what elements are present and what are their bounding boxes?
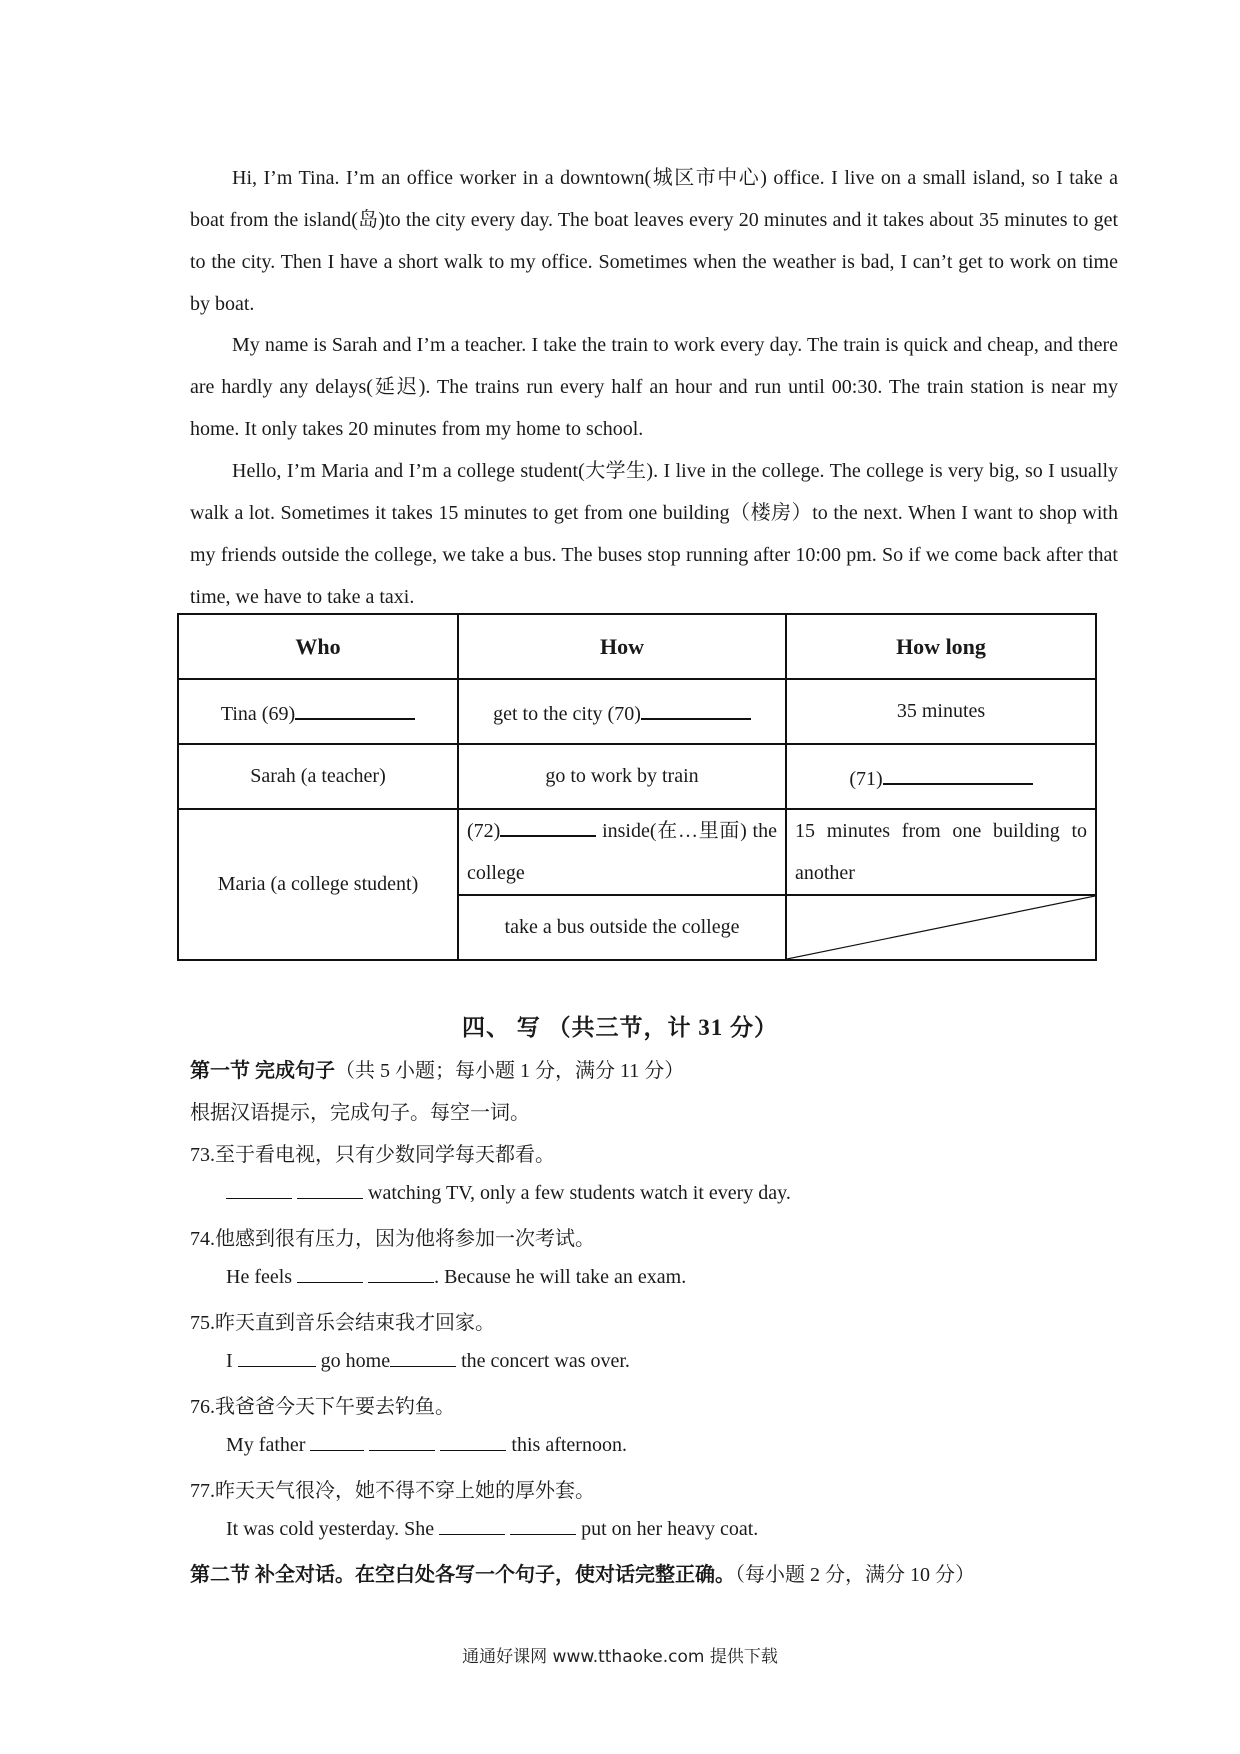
part1-note: （共 5 小题；每小题 1 分，满分 11 分） xyxy=(335,1060,685,1082)
q77-english-head: It was cold yesterday. She xyxy=(226,1518,435,1540)
cell-maria-how-long-a: 15 minutes from one building to another xyxy=(786,809,1096,895)
cell-maria-how-b: take a bus outside the college xyxy=(458,895,786,960)
tina-label: Tina (69) xyxy=(220,702,296,725)
maria-how-a-text: inside(在…里面) the college xyxy=(467,820,777,884)
q74-chinese: 74.他感到很有压力，因为他将参加一次考试。 xyxy=(190,1228,595,1250)
answer-blank-69[interactable] xyxy=(295,698,415,720)
q73-english-text: watching TV, only a few students watch it every day. xyxy=(368,1182,791,1204)
table-row xyxy=(178,679,1096,744)
q74-english-tail: . Because he will take an exam. xyxy=(434,1266,687,1288)
q75-english-head: I xyxy=(226,1350,233,1372)
cell-tina xyxy=(178,679,458,744)
header-how-long: How long xyxy=(786,614,1096,679)
part2-note: （每小题 2 分，满分 10 分） xyxy=(735,1564,975,1586)
answer-blank-77a[interactable] xyxy=(439,1516,505,1535)
q76-english xyxy=(226,1432,627,1457)
q77-english-tail: put on her heavy coat. xyxy=(581,1518,759,1540)
q75-english xyxy=(226,1348,630,1373)
answer-blank-76c[interactable] xyxy=(440,1432,506,1451)
answer-blank-72[interactable] xyxy=(500,815,596,837)
q77-english xyxy=(226,1516,758,1541)
q75-english-tail: the concert was over. xyxy=(461,1350,630,1372)
cell-sarah: Sarah (a teacher) xyxy=(178,744,458,809)
answer-blank-76a[interactable] xyxy=(310,1432,364,1451)
answer-blank-73a[interactable] xyxy=(226,1180,292,1199)
answer-blank-76b[interactable] xyxy=(369,1432,435,1451)
answer-blank-75a[interactable] xyxy=(238,1348,316,1367)
passage-paragraph-sarah: My name is Sarah and I’m a teacher. I take the train to work every day. The train is quick and cheap, and there are hardly any delays(延迟). The trains run every half an hour and run until 00:30. The train station is near my home. It only takes 20 minutes from my home to school. xyxy=(190,334,1118,440)
cell-sarah-how-long xyxy=(786,744,1096,809)
passage-paragraph-tina: Hi, I’m Tina. I’m an office worker in a downtown(城区市中心) office. I live on a small island, so I take a boat from the island(岛)to the city every day. The boat leaves every 20 minutes and it takes about 35 minutes to get to the city. Then I have a short walk to my office. Sometimes when the weather is bad, I can’t get to work on time by boat. xyxy=(190,167,1118,315)
q76-english-tail: this afternoon. xyxy=(511,1434,627,1456)
cell-sarah-how: go to work by train xyxy=(458,744,786,809)
table-header-row xyxy=(178,614,1096,679)
section-four-title: 四、 写 （共三节，计 31 分） xyxy=(462,1015,778,1040)
part1-title: 第一节 完成句子 xyxy=(190,1060,335,1082)
header-how: How xyxy=(458,614,786,679)
part2-title: 第二节 补全对话。在空白处各写一个句子，使对话完整正确。 xyxy=(190,1564,735,1586)
answer-blank-77b[interactable] xyxy=(510,1516,576,1535)
q73-english xyxy=(226,1180,791,1205)
cell-empty-diagonal xyxy=(786,895,1096,960)
header-who: Who xyxy=(178,614,458,679)
answer-blank-74a[interactable] xyxy=(297,1264,363,1283)
answer-blank-75b[interactable] xyxy=(390,1348,456,1367)
answer-blank-70[interactable] xyxy=(641,698,751,720)
q74-english xyxy=(226,1264,686,1289)
q73-chinese: 73.至于看电视，只有少数同学每天都看。 xyxy=(190,1144,555,1166)
cell-tina-how xyxy=(458,679,786,744)
cell-maria: Maria (a college student) xyxy=(178,809,458,960)
q75-english-mid: go home xyxy=(320,1350,391,1372)
q77-chinese: 77.昨天天气很冷，她不得不穿上她的厚外套。 xyxy=(190,1480,595,1502)
blank-71-label: (71) xyxy=(849,767,883,790)
answer-blank-73b[interactable] xyxy=(297,1180,363,1199)
footer-watermark: 通通好课网 www.tthaoke.com 提供下载 xyxy=(462,1647,778,1667)
part1-heading xyxy=(190,1054,684,1083)
passage-paragraph-maria: Hello, I’m Maria and I’m a college student(大学生). I live in the college. The college is very big, so I usually walk a lot. Sometimes it takes 15 minutes to get from one building（楼房）to the next. When I want to shop with my friends outside the college, we take a bus. The buses stop running after 10:00 pm. So if we come back after that time, we have to take a taxi. xyxy=(190,460,1118,608)
table-row xyxy=(178,809,1096,895)
answer-blank-74b[interactable] xyxy=(368,1264,434,1283)
answer-blank-71[interactable] xyxy=(883,763,1033,785)
q76-english-head: My father xyxy=(226,1434,306,1456)
tina-how-label: get to the city (70) xyxy=(493,702,641,725)
part2-heading xyxy=(190,1558,975,1587)
q74-english-head: He feels xyxy=(226,1266,293,1288)
cell-maria-how-a xyxy=(458,809,786,895)
cell-tina-how-long: 35 minutes xyxy=(786,679,1096,744)
q76-chinese: 76.我爸爸今天下午要去钓鱼。 xyxy=(190,1396,455,1418)
table-row xyxy=(178,744,1096,809)
blank-72-label: (72) xyxy=(467,820,501,842)
diagonal-line xyxy=(787,896,1095,959)
instruction: 根据汉语提示，完成句子。每空一词。 xyxy=(190,1102,530,1124)
info-table xyxy=(177,613,1097,961)
q75-chinese: 75.昨天直到音乐会结束我才回家。 xyxy=(190,1312,495,1334)
